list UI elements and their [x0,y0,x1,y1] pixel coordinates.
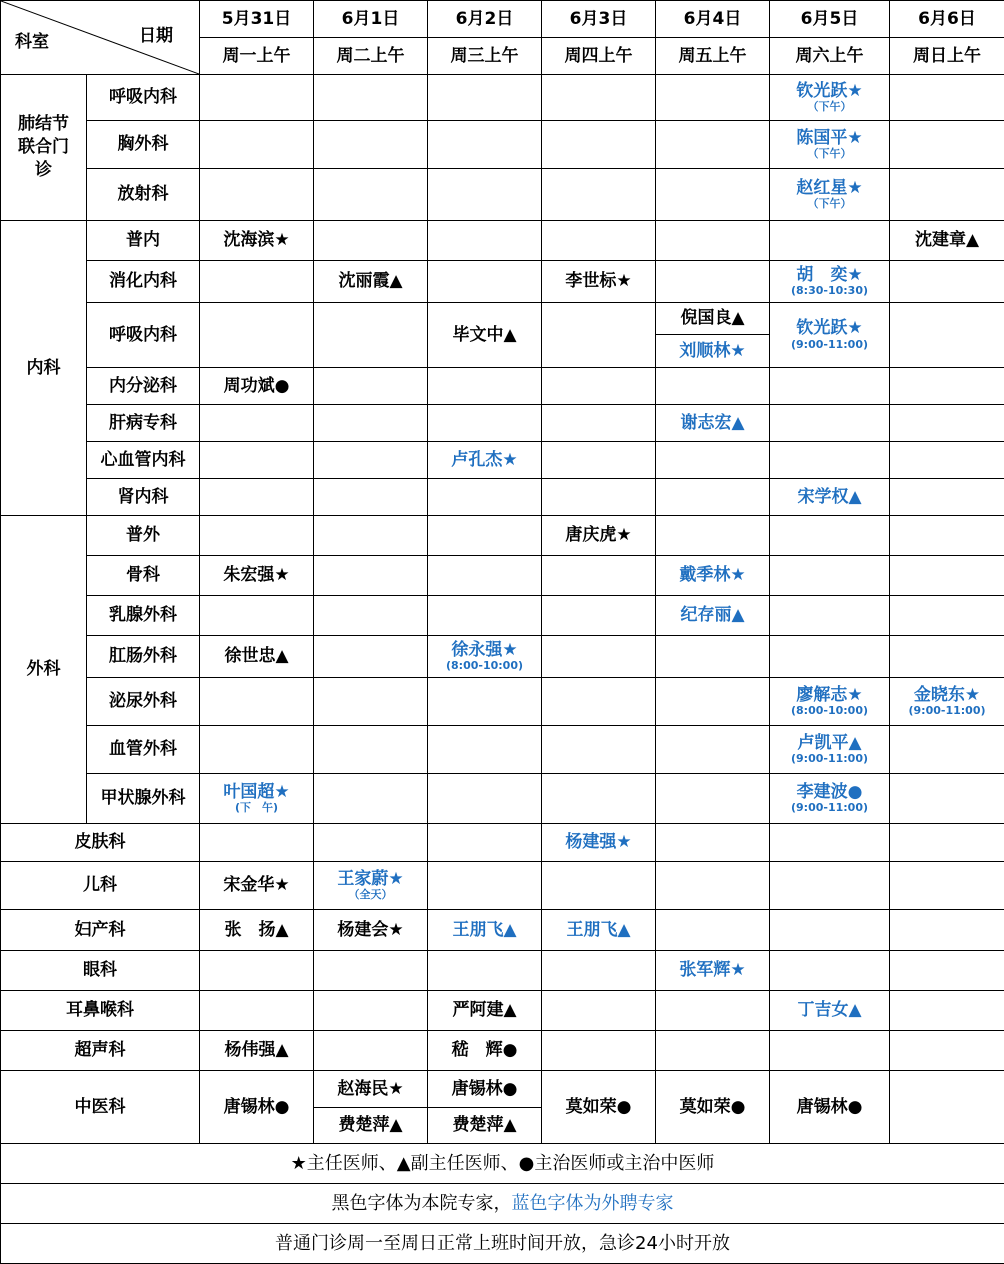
date-header: 6月4日 [656,1,770,38]
sub-dept: 骨科 [87,556,200,596]
doctor-name: 宋金华★ [200,862,314,910]
doctor-name: 杨伟强▲ [200,1031,314,1071]
doctor-name: 宋学权▲ [770,479,890,516]
doctor-cell [890,678,1004,726]
dept-ultrasound: 超声科 [1,1031,200,1071]
sub-dept: 呼吸内科 [87,303,200,368]
weekday-header: 周二上午 [314,38,428,75]
doctor-name: 李世标★ [542,261,656,303]
sub-dept: 肝病专科 [87,405,200,442]
doctor-name: 卢凯平▲ [797,733,861,753]
doctor-name: 张 扬▲ [200,910,314,951]
doctor-name: 唐庆虎★ [542,516,656,556]
date-header: 6月6日 [890,1,1004,38]
sub-dept: 甲状腺外科 [87,774,200,824]
doctor-name: 严阿建▲ [428,991,542,1031]
time-note: （下午） [770,147,889,160]
doctor-cell [770,726,890,774]
doctor-name: 莫如荣● [542,1071,656,1144]
doctor-name: 杨建强★ [542,824,656,862]
doctor-cell [770,678,890,726]
doctor-name: 周功斌● [200,368,314,405]
group-label: 肺结节联合门诊 [13,113,75,182]
hours-note: 普通门诊周一至周日正常上班时间开放，急诊24小时开放 [1,1224,1004,1264]
legend-note: ★主任医师、▲副主任医师、●主治医师或主治中医师 [1,1144,1004,1184]
doctor-name: 丁吉女▲ [770,991,890,1031]
sub-dept: 泌尿外科 [87,678,200,726]
doctor-cell [770,75,890,121]
dept-pediatrics: 儿科 [1,862,200,910]
doctor-name: 唐锡林● [200,1071,314,1144]
doctor-name: 唐锡林● [428,1071,541,1108]
doctor-name: 李建波● [797,782,863,802]
date-header: 6月3日 [542,1,656,38]
dept-obgyn: 妇产科 [1,910,200,951]
sub-dept: 普内 [87,221,200,261]
doctor-name: 张军辉★ [656,951,770,991]
doctor-cell [314,862,428,910]
group-surgery: 外科 [1,516,87,824]
doctor-name: 赵红星★ [796,178,862,198]
sub-dept: 胸外科 [87,121,200,169]
doctor-name: 赵海民★ [314,1071,427,1108]
date-header: 6月1日 [314,1,428,38]
doctor-name: 唐锡林● [770,1071,890,1144]
doctor-cell [770,774,890,824]
doctor-name: 嵇 辉● [428,1031,542,1071]
sub-dept: 肾内科 [87,479,200,516]
doctor-name: 刘顺林★ [656,335,770,368]
doctor-name: 陈国平★ [796,128,862,148]
doctor-name: 王家蔚★ [337,869,403,889]
color-note-black: 黑色字体为本院专家， [332,1193,512,1214]
weekday-header: 周六上午 [770,38,890,75]
dept-ent: 耳鼻喉科 [1,991,200,1031]
doctor-name: 叶国超★ [223,782,289,802]
group-internal-medicine: 内科 [1,221,87,516]
doctor-name: 沈丽霞▲ [314,261,428,303]
time-note: (下 午) [200,801,313,814]
doctor-name: 王朋飞▲ [428,910,542,951]
doctor-name: 廖解志★ [796,685,862,705]
weekday-header: 周日上午 [890,38,1004,75]
sub-dept: 放射科 [87,169,200,221]
sub-dept: 肛肠外科 [87,636,200,678]
weekday-header: 周三上午 [428,38,542,75]
dept-dermatology: 皮肤科 [1,824,200,862]
doctor-name: 戴季林★ [656,556,770,596]
time-note: （全天） [314,888,427,901]
doctor-cell [428,636,542,678]
doctor-name: 倪国良▲ [656,303,770,335]
weekday-header: 周四上午 [542,38,656,75]
date-header: 6月5日 [770,1,890,38]
sub-dept: 消化内科 [87,261,200,303]
weekday-header: 周一上午 [200,38,314,75]
sub-dept: 乳腺外科 [87,596,200,636]
doctor-name: 朱宏强★ [200,556,314,596]
doctor-split-cell [314,1071,428,1144]
doctor-name: 纪存丽▲ [656,596,770,636]
time-note: （下午） [770,100,889,113]
time-note: （下午） [770,197,889,210]
doctor-split-cell [428,1071,542,1144]
time-note: (9:00-11:00) [770,801,889,814]
doctor-name: 莫如荣● [656,1071,770,1144]
date-header: 6月2日 [428,1,542,38]
dept-ophthalmology: 眼科 [1,951,200,991]
dept-tcm: 中医科 [1,1071,200,1144]
time-note: (8:00-10:00) [428,659,541,672]
doctor-name: 毕文中▲ [428,303,542,368]
doctor-cell [770,121,890,169]
sub-dept: 普外 [87,516,200,556]
time-note: (9:00-11:00) [890,704,1004,717]
time-note: (8:00-10:00) [770,704,889,717]
doctor-cell [200,774,314,824]
sub-dept: 血管外科 [87,726,200,774]
doctor-name: 徐永强★ [451,640,517,660]
sub-dept: 心血管内科 [87,442,200,479]
doctor-name: 沈海滨★ [200,221,314,261]
group-lung-nodule-clinic [1,75,87,221]
doctor-cell [770,169,890,221]
doctor-name: 费楚萍▲ [314,1108,427,1143]
time-note: (9:00-11:00) [770,752,889,765]
doctor-name: 胡 奕★ [796,265,862,285]
corner-date-label: 日期 [139,27,173,46]
corner-header [1,1,200,75]
sub-dept: 内分泌科 [87,368,200,405]
doctor-name: 钦光跃★ [796,318,862,338]
doctor-name: 钦光跃★ [796,81,862,101]
doctor-name: 杨建会★ [314,910,428,951]
color-note-blue: 蓝色字体为外聘专家 [512,1193,674,1214]
corner-dept-label: 科室 [15,33,49,52]
doctor-name: 费楚萍▲ [428,1108,541,1143]
weekday-header: 周五上午 [656,38,770,75]
time-note: (8:30-10:30) [770,284,889,297]
doctor-name: 徐世忠▲ [200,636,314,678]
doctor-name: 沈建章▲ [890,221,1004,261]
color-note [1,1184,1004,1224]
date-header: 5月31日 [200,1,314,38]
doctor-cell [770,303,890,368]
sub-dept: 呼吸内科 [87,75,200,121]
time-note: (9:00-11:00) [770,338,889,351]
doctor-name: 王朋飞▲ [542,910,656,951]
doctor-name: 谢志宏▲ [656,405,770,442]
doctor-name: 金晓东★ [914,685,980,705]
doctor-cell [770,261,890,303]
doctor-name: 卢孔杰★ [428,442,542,479]
